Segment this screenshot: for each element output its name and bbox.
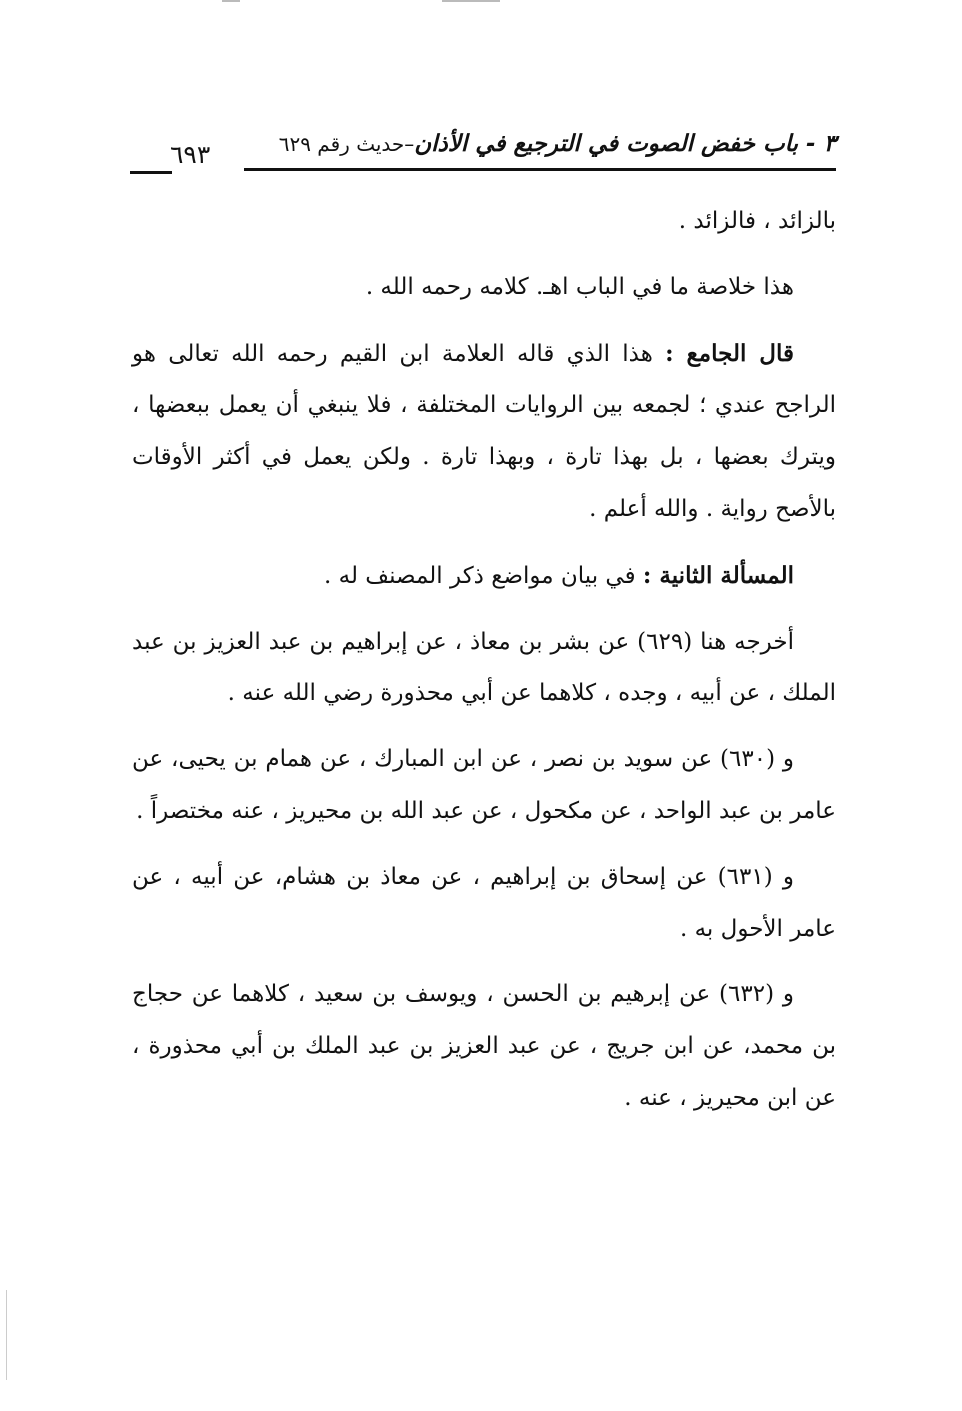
paragraph-text: هذا الذي قاله العلامة ابن القيم رحمه الله تعالى هو الراجح عندي ؛ لجمعه بين الروايات المختلفة ، فلا ينبغي أن يعمل ببعضها ، ويترك بعضها ، بل بهذا تارة ، وبهذا تارة . ولكن يعمل في أكثر الأوقات بالأصح رواية . والله أعلم .	[132, 340, 836, 522]
scan-margin-line	[6, 1290, 7, 1380]
paragraph-text: و (٦٣١) عن إسحاق بن إبراهيم ، عن معاذ بن هشام، عن أبيه ، عن عامر الأحول به .	[132, 863, 836, 942]
scan-edge-mark	[442, 0, 500, 2]
paragraph-continuation	[132, 196, 836, 248]
hadith-reference: –حديث رقم ٦٢٩	[278, 132, 415, 156]
page-body	[132, 196, 836, 1139]
paragraph-lead: المسألة الثانية :	[642, 561, 794, 589]
scan-edge-mark	[222, 0, 240, 2]
running-header	[236, 124, 836, 164]
paragraph-compiler-note	[132, 328, 836, 536]
paragraph-text: هذا خلاصة ما في الباب اهـ. كلامه رحمه الله .	[365, 273, 794, 300]
paragraph-takhrij-629	[132, 617, 836, 721]
paragraph-takhrij-631	[132, 852, 836, 956]
paragraph-lead: قال الجامع :	[665, 339, 794, 367]
chapter-title: ٣ - باب خفض الصوت في الترجيع في الأذان	[414, 131, 836, 157]
header-rule	[244, 168, 836, 171]
paragraph-summary	[132, 262, 836, 314]
paragraph-text: بالزائد ، فالزائد .	[678, 208, 836, 234]
paragraph-text: أخرجه هنا (٦٢٩) عن بشر بن معاذ ، عن إبراهيم بن عبد العزيز بن عبد الملك ، عن أبيه ، وجده ، كلاهما عن أبي محذورة رضي الله عنه .	[132, 628, 836, 707]
page-number: ٦٩٣	[170, 140, 211, 169]
paragraph-takhrij-632	[132, 969, 836, 1124]
page-number-rule	[130, 171, 172, 174]
paragraph-takhrij-630	[132, 734, 836, 838]
paragraph-text: و (٦٣٢) عن إبرهيم بن الحسن ، ويوسف بن سعيد ، كلاهما عن حجاج بن محمد، عن ابن جريج ، عن عبد العزيز بن عبد الملك بن أبي محذورة ، عن ابن محيريز ، عنه .	[132, 981, 836, 1111]
paragraph-second-issue	[132, 550, 836, 603]
paragraph-text: و (٦٣٠) عن سويد بن نصر ، عن ابن المبارك ، عن همام بن يحيى، عن عامر بن عبد الواحد ، عن مكحول ، عن عبد الله بن محيريز ، عنه مختصراً .	[132, 746, 836, 824]
paragraph-text: في بيان مواضع ذكر المصنف له .	[324, 562, 643, 589]
